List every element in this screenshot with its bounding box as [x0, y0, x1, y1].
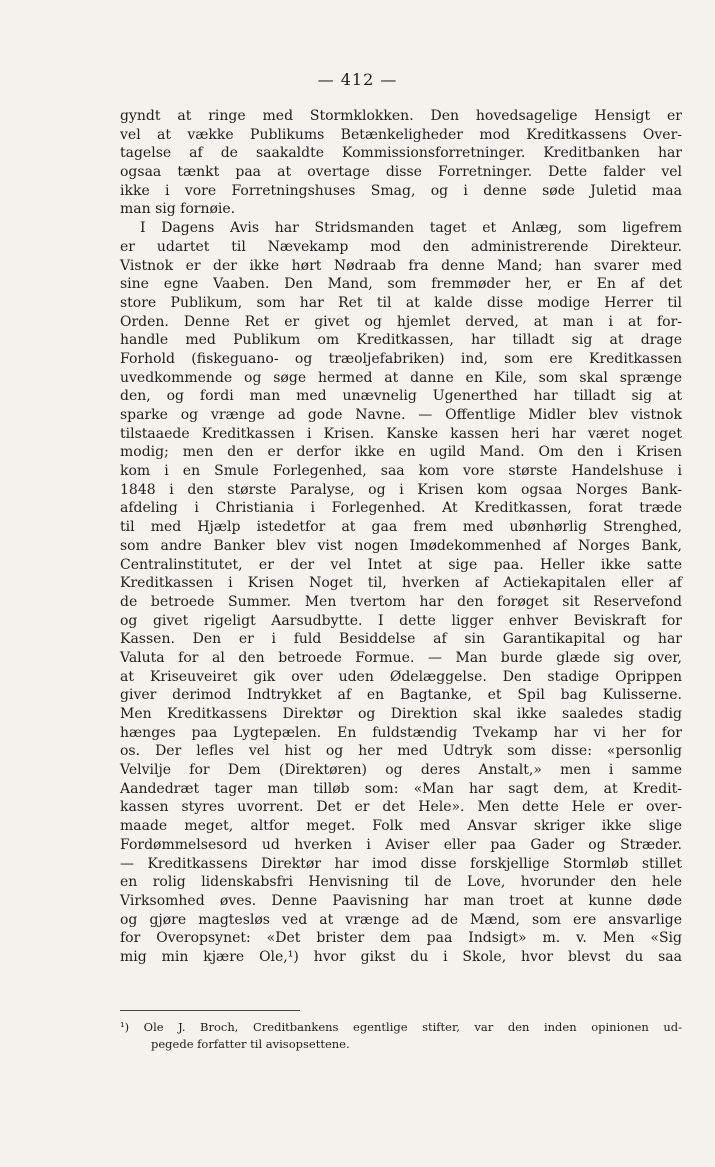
text-line: er udartet til Nævekamp mod den administrerende Direkteur. [120, 238, 682, 255]
text-line: Forhold (fiskeguano- og træoljefabriken) ind, som ere Kreditkassen [120, 350, 682, 367]
text-line: vel at vække Publikums Betænkeligheder mod Kreditkassens Over- [120, 126, 682, 143]
text-line: giver derimod Indtrykket af en Bagtanke, et Spil bag Kulisserne. [120, 687, 682, 704]
text-line: Centralinstitutet, er der vel Intet at sige paa. Heller ikke satte [120, 556, 682, 573]
footnote-line: ¹) Ole J. Broch, Creditbankens egentlige stifter, var den inden opinionen ud- [120, 1020, 682, 1034]
text-line: Aandedræt tager man tilløb som: «Man har sagt dem, at Kredit- [120, 780, 682, 797]
text-line: gyndt at ringe med Stormklokken. Den hovedsagelige Hensigt er [120, 108, 682, 124]
text-line: Velvilje for Dem (Direktøren) og deres Anstalt,» men i samme [120, 762, 682, 779]
text-line: kom i en Smule Forlegenhed, saa kom vore største Handelshuse i [120, 463, 682, 480]
text-line: os. Der lefles vel hist og her med Udtryk som disse: «personlig [120, 743, 682, 760]
text-line: store Publikum, som har Ret til at kalde disse modige Herrer til [120, 294, 682, 311]
text-line: uvedkommende og søge hermed at danne en Kile, som skal sprænge [120, 369, 682, 386]
text-line: Fordømmelsesord ud hverken i Aviser eller paa Gader og Stræder. [120, 836, 682, 853]
text-line: Men Kreditkassens Direktør og Direktion skal ikke saaledes stadig [120, 706, 682, 722]
text-line: den, og fordi man med unævnelig Ugenerthed har tilladt sig at [120, 388, 682, 405]
body-text [120, 107, 682, 967]
text-line: at Kriseuveiret gik over uden Ødelæggelse. Den stadige Oprippen [120, 668, 682, 685]
text-line: de betroede Summer. Men tvertom har den forøget sit Reservefond [120, 593, 682, 610]
text-line: Vistnok er der ikke hørt Nødraab fra denne Mand; han svarer med [120, 257, 682, 274]
text-line: tilstaaede Kreditkassen i Krisen. Kanske kassen heri har været noget [120, 425, 682, 442]
text-line: sine egne Vaaben. Den Mand, som fremmøder her, er En af det [120, 276, 682, 293]
text-line: Virksomhed øves. Denne Paavisning har man troet at kunne døde [120, 892, 682, 909]
text-line: og gjøre magtesløs ved at vrænge ad de Mænd, som ere ansvarlige [120, 911, 682, 928]
page-number: — 412 — [317, 70, 398, 89]
text-line: maade meget, altfor meget. Folk med Ansvar skriger ikke slige [120, 818, 682, 835]
text-line: hænges paa Lygtepælen. En fuldstændig Tvekamp har vi her for [120, 724, 682, 741]
text-line: Valuta for al den betroede Formue. — Man burde glæde sig over, [120, 649, 682, 666]
text-line: Orden. Denne Ret er givet og hjemlet derved, at man i at for- [120, 313, 682, 330]
text-line: kassen styres uvorrent. Det er det Hele». Men dette Hele er over- [120, 799, 682, 816]
text-line: handle med Publikum om Kreditkassen, har tilladt sig at drage [120, 332, 682, 349]
text-line: afdeling i Christiania i Forlegenhed. At Kreditkassen, forat træde [120, 500, 682, 517]
text-line: mig min kjære Ole,¹) hvor gikst du i Skole, hvor blevst du saa [120, 948, 682, 965]
text-line: ogsaa tænkt paa at overtage disse Forretninger. Dette falder vel [120, 164, 682, 181]
text-line: Kreditkassen i Krisen Noget til, hverken af Actiekapitalen eller af [120, 575, 682, 592]
text-line: som andre Banker blev vist nogen Imødekommenhed af Norges Bank, [120, 537, 682, 554]
text-line: for Overopsynet: «Det brister dem paa Indsigt» m. v. Men «Sig [120, 930, 682, 947]
footnote [120, 1019, 682, 1053]
footnote-divider [120, 1010, 300, 1011]
text-line: ikke i vore Forretningshuses Smag, og i denne søde Juletid maa [120, 182, 682, 199]
text-line: til med Hjælp istedetfor at gaa frem med ubønhørlig Strenghed, [120, 519, 682, 536]
text-line: modig; men den er derfor ikke en ugild Mand. Om den i Krisen [120, 444, 682, 461]
text-line: og givet rigeligt Aarsudbytte. I dette ligger enhver Beviskraft for [120, 612, 682, 629]
text-line: man sig fornøie. [120, 201, 236, 218]
text-line: en rolig lidenskabsfri Henvisning til de Love, hvorunder den hele [120, 874, 682, 891]
text-line: Kassen. Den er i fuld Besiddelse af sin Garantikapital og har [120, 631, 682, 648]
text-line: 1848 i den største Paralyse, og i Krisen kom ogsaa Norges Bank- [120, 481, 682, 498]
text-line: — Kreditkassens Direktør har imod disse forskjellige Stormløb stillet [120, 855, 682, 872]
text-line: sparke og vrænge ad gode Navne. — Offentlige Midler blev vistnok [120, 407, 682, 423]
text-line: I Dagens Avis har Stridsmanden taget et Anlæg, som ligefrem [140, 220, 682, 237]
text-line: tagelse af de saakaldte Kommissionsforretninger. Kreditbanken har [120, 145, 682, 162]
footnote-line: pegede forfatter til avisopsettene. [151, 1037, 350, 1051]
